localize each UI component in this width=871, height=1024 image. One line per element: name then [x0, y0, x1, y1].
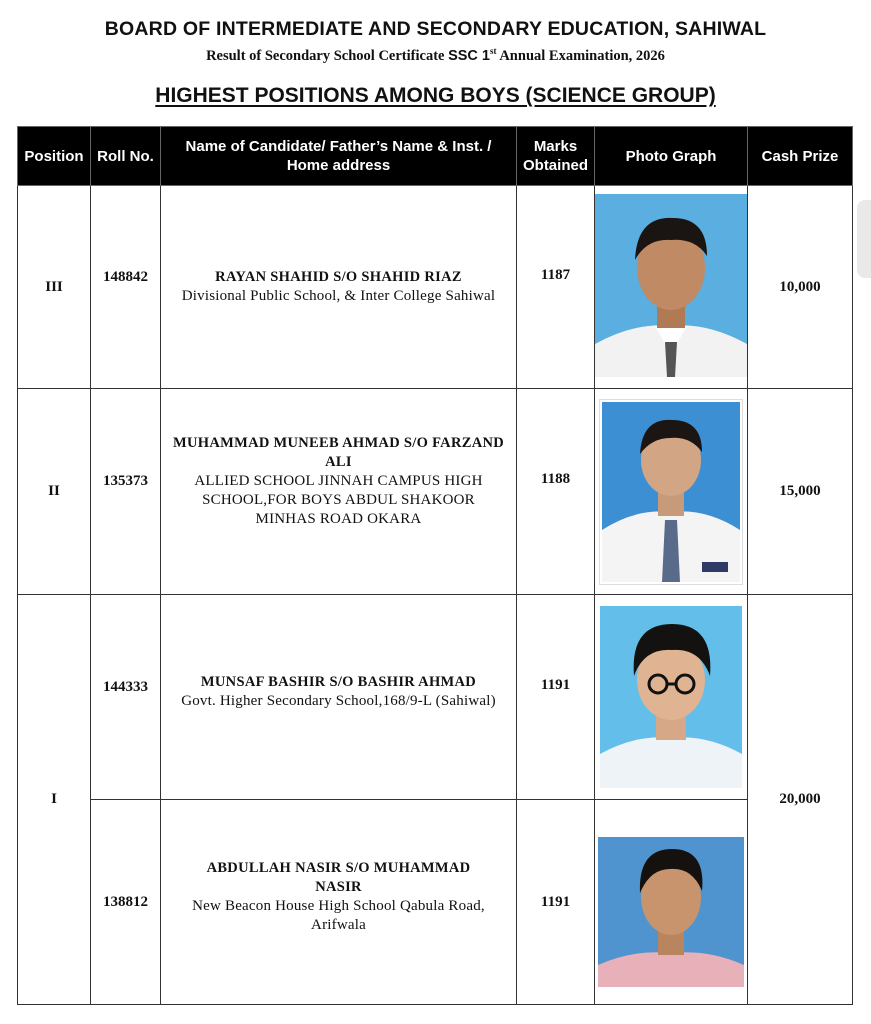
roll-cell: 148842: [91, 186, 161, 389]
table-row: [18, 595, 853, 800]
col-header-roll: Roll No.: [91, 127, 161, 186]
candidate-name: MUHAMMAD MUNEEB AHMAD S/O FARZAND ALI: [172, 435, 505, 470]
photo-cell: [595, 800, 748, 1005]
candidate-institute: New Beacon House High School Qabula Road, Arifwala: [192, 898, 485, 933]
candidate-cell: [161, 186, 517, 389]
col-header-prize: Cash Prize: [748, 127, 853, 186]
candidate-cell: [161, 389, 517, 595]
col-header-position: Position: [18, 127, 91, 186]
photo-cell: [595, 389, 748, 595]
photo-cell: [595, 595, 748, 800]
col-header-marks: Marks Obtained: [517, 127, 595, 186]
page-scroll-handle[interactable]: [857, 200, 871, 278]
photo-cell: [595, 186, 748, 389]
candidate-institute: Divisional Public School, & Inter College Sahiwal: [181, 288, 496, 304]
prize-cell: 20,000: [748, 595, 853, 1005]
position-cell: III: [18, 186, 91, 389]
board-title: BOARD OF INTERMEDIATE AND SECONDARY EDUCATION, SAHIWAL: [104, 18, 767, 40]
prize-cell: 15,000: [748, 389, 853, 595]
results-table: [17, 126, 853, 1005]
marks-cell: 1188: [517, 389, 595, 595]
roll-cell: 135373: [91, 389, 161, 595]
col-header-photo: Photo Graph: [595, 127, 748, 186]
subtitle-ssc: SSC 1: [448, 47, 491, 64]
table-row: [18, 186, 853, 389]
table-row: [18, 389, 853, 595]
col-header-name: Name of Candidate/ Father’s Name & Inst. / Home address: [161, 127, 517, 186]
subtitle-suffix: Annual Examination, 2026: [496, 47, 665, 64]
table-row: [18, 800, 853, 1005]
subtitle-prefix: Result of Secondary School Certificate: [206, 47, 449, 64]
roll-cell: 144333: [91, 595, 161, 800]
candidate-cell: [161, 595, 517, 800]
table-header-row: [18, 127, 853, 186]
candidate-photo: [595, 194, 747, 377]
roll-cell: 138812: [91, 800, 161, 1005]
candidate-name: RAYAN SHAHID S/O SHAHID RIAZ: [215, 269, 462, 285]
candidate-institute: Govt. Higher Secondary School,168/9-L (Sahiwal): [181, 693, 496, 709]
marks-cell: 1191: [517, 595, 595, 800]
prize-cell: 10,000: [748, 186, 853, 389]
marks-cell: 1187: [517, 186, 595, 389]
candidate-photo: [600, 400, 742, 584]
position-cell: I: [18, 595, 91, 1005]
candidate-name: MUNSAF BASHIR S/O BASHIR AHMAD: [200, 674, 477, 690]
marks-cell: 1191: [517, 800, 595, 1005]
position-cell: II: [18, 389, 91, 595]
section-title: HIGHEST POSITIONS AMONG BOYS (SCIENCE GROUP): [155, 84, 716, 107]
subtitle-ordinal: st: [490, 46, 497, 56]
exam-subtitle: [0, 46, 871, 65]
candidate-photo: [598, 837, 744, 987]
candidate-name: ABDULLAH NASIR S/O MUHAMMAD NASIR: [206, 860, 471, 895]
candidate-cell: [161, 800, 517, 1005]
candidate-institute: ALLIED SCHOOL JINNAH CAMPUS HIGH SCHOOL,FOR BOYS ABDUL SHAKOOR MINHAS ROAD OKARA: [194, 473, 483, 527]
candidate-photo: [600, 606, 742, 788]
